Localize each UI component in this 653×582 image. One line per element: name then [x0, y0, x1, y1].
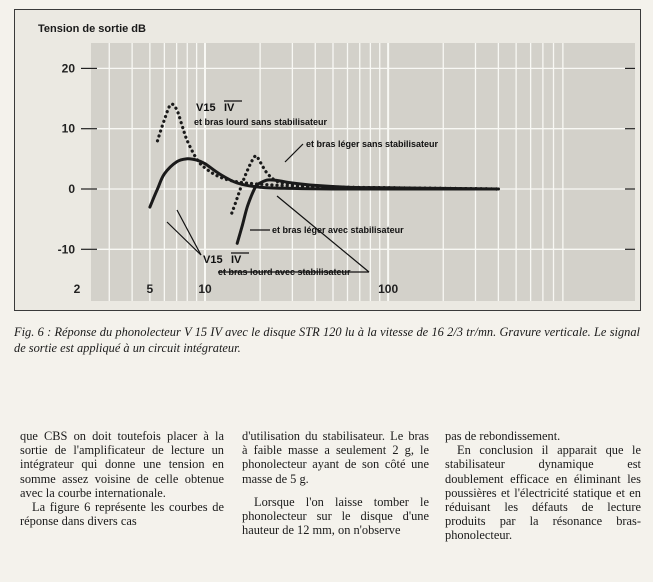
- annotation-v15-top: V15: [196, 102, 216, 114]
- col3-paragraph-1: pas de rebondissement.: [445, 429, 561, 443]
- col1-paragraph-2: La figure 6 représente les courbes de réponse dans divers cas: [20, 500, 224, 529]
- x-tick-label: 100: [378, 282, 399, 296]
- x-tick-label: 10: [198, 282, 212, 296]
- y-tick-label: -10: [57, 242, 75, 257]
- annotation-bras-lourd-sans: et bras lourd sans stabilisateur: [194, 117, 328, 127]
- x-tick-label: 2: [73, 282, 81, 296]
- col2-paragraph-1: d'utilisation du stabilisateur. Le bras à faible masse a seulement 2 g, le phonolecteur ayant de son côté une masse de 5 g.: [242, 429, 429, 486]
- annotation-iv-bottom: IV: [231, 254, 242, 266]
- annotation-iv-top: IV: [224, 102, 235, 114]
- col1-paragraph-1: que CBS on doit toutefois placer à la sortie de l'amplificateur de lecture un intégrateur qui donne une tension en somme assez voisine de celle obtenue avec la courbe internationale.: [20, 429, 224, 500]
- annotation-bras-leger-avec: et bras léger avec stabilisateur: [272, 225, 404, 235]
- annotation-bras-lourd-avec: et bras lourd avec stabilisateur: [218, 267, 351, 277]
- annotation-leader-line: [167, 222, 201, 255]
- y-axis-title: Tension de sortie dB: [38, 23, 146, 35]
- text-column-3: [445, 429, 641, 543]
- y-tick-label: 10: [61, 121, 75, 136]
- text-column-2: [242, 429, 429, 537]
- text-column-1: [20, 429, 224, 528]
- annotation-bras-leger-sans: et bras léger sans stabilisateur: [306, 139, 439, 149]
- figure-caption: Fig. 6 : Réponse du phonolecteur V 15 IV avec le disque STR 120 lu à la vitesse de 16 2/3 tr/mn. Gravure verticale. Le signal de sortie est appliqué à un circuit intégrateur.: [14, 325, 640, 355]
- col3-paragraph-2: En conclusion il apparait que le stabilisateur dynamique est doublement efficace en éliminant les poussières et l'électricité statique et en réduisant les défauts de lecture produits par la résonance bras-phonolecteur.: [445, 443, 641, 543]
- y-tick-label: 20: [61, 61, 75, 76]
- y-tick-label: 0: [68, 182, 75, 196]
- x-tick-label: 5: [146, 282, 154, 296]
- annotation-v15-bottom: V15: [203, 254, 223, 266]
- annotation-leader-line: [177, 210, 201, 255]
- figure-6: [14, 9, 641, 311]
- annotation-leader-line: [285, 144, 303, 162]
- response-chart: [15, 10, 640, 310]
- col2-paragraph-2: Lorsque l'on laisse tomber le phonolecteur sur le disque d'une hauteur de 12 mm, on n'observe: [242, 494, 429, 538]
- series-line-2: [150, 159, 499, 207]
